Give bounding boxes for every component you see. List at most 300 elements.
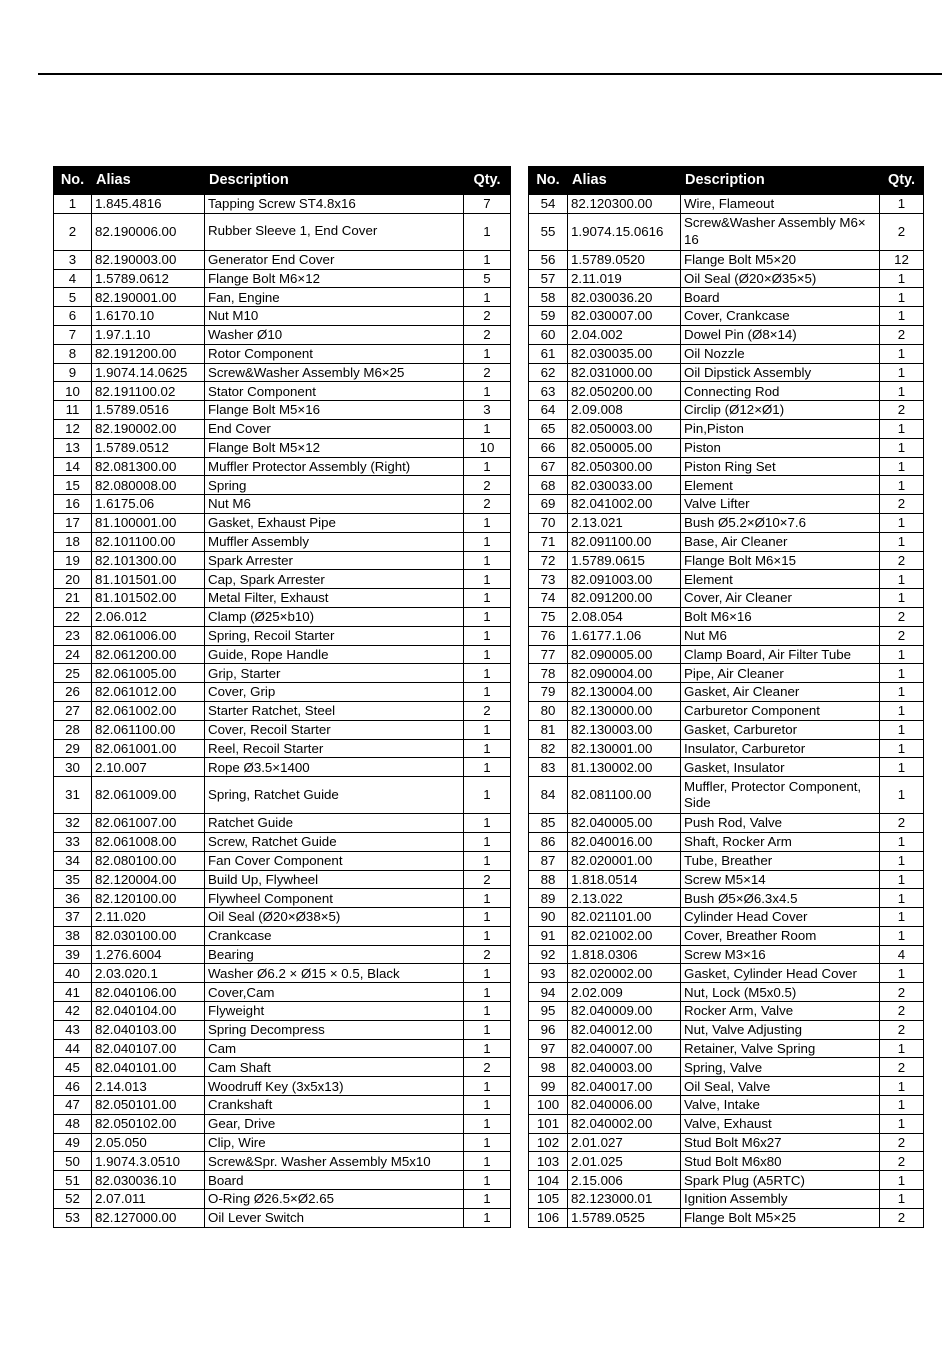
cell-alias: 1.5789.0520 — [568, 250, 681, 269]
cell-description: Guide, Rope Handle — [205, 645, 464, 664]
cell-description: O-Ring Ø26.5×Ø2.65 — [205, 1190, 464, 1209]
cell-description: Bolt M6×16 — [681, 607, 880, 626]
cell-no: 61 — [529, 344, 568, 363]
cell-qty: 1 — [464, 1133, 511, 1152]
cell-alias: 81.100001.00 — [92, 513, 205, 532]
table-row — [54, 1190, 511, 1209]
cell-description: Cap, Spark Arrester — [205, 570, 464, 589]
cell-alias: 2.02.009 — [568, 983, 681, 1002]
table-row — [529, 926, 924, 945]
cell-qty: 1 — [880, 1096, 924, 1115]
cell-description: Muffler Protector Assembly (Right) — [205, 457, 464, 476]
cell-alias: 82.061200.00 — [92, 645, 205, 664]
cell-alias: 82.061012.00 — [92, 683, 205, 702]
cell-no: 7 — [54, 325, 92, 344]
cell-alias: 82.031000.00 — [568, 363, 681, 382]
cell-description: Spring Decompress — [205, 1020, 464, 1039]
table-row — [54, 645, 511, 664]
cell-description: Flange Bolt M6×12 — [205, 269, 464, 288]
table-row — [529, 532, 924, 551]
cell-description: Gasket, Exhaust Pipe — [205, 513, 464, 532]
cell-alias: 82.120100.00 — [92, 889, 205, 908]
cell-alias: 82.021002.00 — [568, 926, 681, 945]
cell-qty: 2 — [880, 814, 924, 833]
table-row — [529, 758, 924, 777]
cell-no: 54 — [529, 195, 568, 214]
cell-no: 88 — [529, 870, 568, 889]
cell-description: Flyweight — [205, 1002, 464, 1021]
cell-no: 89 — [529, 889, 568, 908]
cell-alias: 82.040017.00 — [568, 1077, 681, 1096]
cell-qty: 1 — [464, 832, 511, 851]
table-row — [529, 645, 924, 664]
cell-alias: 82.020001.00 — [568, 851, 681, 870]
table-row — [54, 344, 511, 363]
cell-qty: 1 — [464, 645, 511, 664]
cell-no: 101 — [529, 1114, 568, 1133]
cell-alias: 2.08.054 — [568, 607, 681, 626]
cell-alias: 1.5789.0525 — [568, 1208, 681, 1227]
table-row — [529, 683, 924, 702]
table-row — [54, 983, 511, 1002]
table-row — [54, 513, 511, 532]
cell-no: 25 — [54, 664, 92, 683]
cell-no: 20 — [54, 570, 92, 589]
cell-qty: 1 — [880, 288, 924, 307]
table-row — [529, 307, 924, 326]
table-row — [54, 832, 511, 851]
cell-no: 49 — [54, 1133, 92, 1152]
table-row — [529, 739, 924, 758]
cell-no: 2 — [54, 213, 92, 250]
table-row — [54, 814, 511, 833]
table-row — [529, 419, 924, 438]
cell-description: Board — [205, 1171, 464, 1190]
cell-alias: 82.190003.00 — [92, 250, 205, 269]
table-row — [54, 532, 511, 551]
table-row — [54, 1171, 511, 1190]
cell-alias: 1.6170.10 — [92, 307, 205, 326]
parts-table-right — [528, 166, 924, 1228]
cell-alias: 1.5789.0516 — [92, 401, 205, 420]
cell-qty: 1 — [464, 457, 511, 476]
cell-description: Flange Bolt M5×20 — [681, 250, 880, 269]
cell-description: Spark Plug (A5RTC) — [681, 1171, 880, 1190]
cell-qty: 12 — [880, 250, 924, 269]
table-row — [529, 476, 924, 495]
table-row — [529, 1039, 924, 1058]
table-row — [529, 589, 924, 608]
cell-description: Oil Seal (Ø20×Ø35×5) — [681, 269, 880, 288]
cell-alias: 82.020002.00 — [568, 964, 681, 983]
cell-no: 102 — [529, 1133, 568, 1152]
cell-alias: 82.040003.00 — [568, 1058, 681, 1077]
cell-alias: 82.130003.00 — [568, 720, 681, 739]
cell-description: Spark Arrester — [205, 551, 464, 570]
cell-qty: 1 — [880, 664, 924, 683]
cell-description: Dowel Pin (Ø8×14) — [681, 325, 880, 344]
table-row — [529, 401, 924, 420]
cell-qty: 1 — [880, 832, 924, 851]
cell-description: Bearing — [205, 945, 464, 964]
cell-qty: 2 — [464, 307, 511, 326]
cell-alias: 82.040005.00 — [568, 814, 681, 833]
cell-qty: 2 — [464, 945, 511, 964]
cell-qty: 1 — [880, 532, 924, 551]
cell-qty: 1 — [464, 607, 511, 626]
cell-qty: 1 — [464, 288, 511, 307]
cell-no: 3 — [54, 250, 92, 269]
cell-no: 50 — [54, 1152, 92, 1171]
table-row — [529, 513, 924, 532]
cell-no: 46 — [54, 1077, 92, 1096]
cell-alias: 82.123000.01 — [568, 1190, 681, 1209]
cell-description: Clamp (Ø25×b10) — [205, 607, 464, 626]
table-row — [54, 1152, 511, 1171]
table-row — [54, 607, 511, 626]
table-row — [54, 589, 511, 608]
cell-qty: 1 — [464, 908, 511, 927]
cell-no: 34 — [54, 851, 92, 870]
cell-description: Clamp Board, Air Filter Tube — [681, 645, 880, 664]
cell-alias: 2.14.013 — [92, 1077, 205, 1096]
cell-qty: 1 — [880, 908, 924, 927]
cell-no: 91 — [529, 926, 568, 945]
cell-alias: 1.9074.14.0625 — [92, 363, 205, 382]
cell-alias: 82.040106.00 — [92, 983, 205, 1002]
cell-description: Cover, Breather Room — [681, 926, 880, 945]
cell-alias: 2.03.020.1 — [92, 964, 205, 983]
cell-alias: 82.030035.00 — [568, 344, 681, 363]
cell-no: 77 — [529, 645, 568, 664]
cell-qty: 1 — [880, 701, 924, 720]
cell-description: Fan, Engine — [205, 288, 464, 307]
cell-no: 81 — [529, 720, 568, 739]
cell-description: Washer Ø10 — [205, 325, 464, 344]
table-row — [54, 1133, 511, 1152]
cell-alias: 82.021101.00 — [568, 908, 681, 927]
cell-no: 4 — [54, 269, 92, 288]
cell-no: 8 — [54, 344, 92, 363]
cell-qty: 1 — [464, 1020, 511, 1039]
cell-alias: 82.081300.00 — [92, 457, 205, 476]
cell-description: Push Rod, Valve — [681, 814, 880, 833]
cell-no: 87 — [529, 851, 568, 870]
table-row — [529, 325, 924, 344]
table-row — [529, 1077, 924, 1096]
table-row — [54, 382, 511, 401]
cell-qty: 1 — [464, 777, 511, 814]
cell-alias: 2.15.006 — [568, 1171, 681, 1190]
cell-alias: 82.101100.00 — [92, 532, 205, 551]
cell-no: 85 — [529, 814, 568, 833]
cell-alias: 82.050300.00 — [568, 457, 681, 476]
table-row — [54, 739, 511, 758]
cell-description: Stud Bolt M6x27 — [681, 1133, 880, 1152]
cell-qty: 1 — [880, 1114, 924, 1133]
cell-qty: 1 — [464, 570, 511, 589]
table-row — [54, 889, 511, 908]
cell-alias: 2.05.050 — [92, 1133, 205, 1152]
cell-description: Crankcase — [205, 926, 464, 945]
cell-qty: 1 — [464, 1190, 511, 1209]
cell-qty: 1 — [464, 250, 511, 269]
cell-no: 74 — [529, 589, 568, 608]
cell-description: Gasket, Air Cleaner — [681, 683, 880, 702]
table-row — [54, 851, 511, 870]
cell-alias: 1.9074.3.0510 — [92, 1152, 205, 1171]
cell-qty: 1 — [464, 851, 511, 870]
table-row — [54, 363, 511, 382]
table-row — [529, 1171, 924, 1190]
cell-no: 9 — [54, 363, 92, 382]
cell-no: 13 — [54, 438, 92, 457]
cell-qty: 1 — [464, 513, 511, 532]
cell-description: Tube, Breather — [681, 851, 880, 870]
cell-description: Build Up, Flywheel — [205, 870, 464, 889]
cell-description: Nut M6 — [205, 495, 464, 514]
cell-alias: 82.061001.00 — [92, 739, 205, 758]
table-row — [54, 457, 511, 476]
table-row — [54, 213, 511, 250]
cell-description: Rope Ø3.5×1400 — [205, 758, 464, 777]
cell-alias: 1.6175.06 — [92, 495, 205, 514]
cell-description: Spring, Recoil Starter — [205, 626, 464, 645]
cell-description: Muffler, Protector Component, Side — [681, 777, 880, 814]
cell-description: Pin,Piston — [681, 419, 880, 438]
parts-table-left — [53, 166, 511, 1228]
cell-qty: 1 — [880, 457, 924, 476]
cell-description: Ratchet Guide — [205, 814, 464, 833]
cell-description: Flange Bolt M5×16 — [205, 401, 464, 420]
cell-no: 62 — [529, 363, 568, 382]
table-row — [54, 570, 511, 589]
table-row — [529, 269, 924, 288]
cell-alias: 1.5789.0512 — [92, 438, 205, 457]
cell-alias: 1.97.1.10 — [92, 325, 205, 344]
cell-qty: 1 — [880, 1039, 924, 1058]
cell-alias: 82.080100.00 — [92, 851, 205, 870]
cell-qty: 5 — [464, 269, 511, 288]
cell-description: Bush Ø5×Ø6.3x4.5 — [681, 889, 880, 908]
cell-alias: 1.845.4816 — [92, 195, 205, 214]
table-row — [529, 363, 924, 382]
table-row — [54, 288, 511, 307]
cell-alias: 2.04.002 — [568, 325, 681, 344]
cell-no: 70 — [529, 513, 568, 532]
cell-description: Gasket, Carburetor — [681, 720, 880, 739]
cell-description: Oil Seal (Ø20×Ø38×5) — [205, 908, 464, 927]
cell-qty: 1 — [880, 720, 924, 739]
cell-no: 63 — [529, 382, 568, 401]
cell-qty: 2 — [880, 1058, 924, 1077]
table-row — [54, 1058, 511, 1077]
cell-qty: 1 — [464, 626, 511, 645]
cell-alias: 82.120300.00 — [568, 195, 681, 214]
cell-no: 28 — [54, 720, 92, 739]
cell-description: Screw M5×14 — [681, 870, 880, 889]
cell-no: 98 — [529, 1058, 568, 1077]
cell-alias: 82.040103.00 — [92, 1020, 205, 1039]
cell-alias: 82.040002.00 — [568, 1114, 681, 1133]
table-row — [529, 250, 924, 269]
table-row — [54, 307, 511, 326]
cell-no: 51 — [54, 1171, 92, 1190]
cell-alias: 82.190001.00 — [92, 288, 205, 307]
cell-alias: 1.818.0306 — [568, 945, 681, 964]
cell-alias: 1.6177.1.06 — [568, 626, 681, 645]
table-row — [529, 382, 924, 401]
cell-qty: 1 — [880, 476, 924, 495]
cell-qty: 1 — [880, 513, 924, 532]
cell-no: 31 — [54, 777, 92, 814]
table-row — [529, 1152, 924, 1171]
cell-qty: 1 — [464, 213, 511, 250]
cell-qty: 1 — [464, 532, 511, 551]
table-row — [54, 720, 511, 739]
cell-qty: 2 — [880, 551, 924, 570]
cell-no: 92 — [529, 945, 568, 964]
cell-qty: 1 — [464, 664, 511, 683]
table-row — [529, 908, 924, 927]
cell-no: 94 — [529, 983, 568, 1002]
cell-qty: 1 — [464, 1096, 511, 1115]
table-row — [529, 288, 924, 307]
cell-alias: 82.130004.00 — [568, 683, 681, 702]
cell-qty: 2 — [464, 325, 511, 344]
cell-alias: 82.040101.00 — [92, 1058, 205, 1077]
cell-qty: 1 — [880, 570, 924, 589]
cell-alias: 82.120004.00 — [92, 870, 205, 889]
cell-alias: 82.040009.00 — [568, 1002, 681, 1021]
cell-qty: 2 — [880, 983, 924, 1002]
cell-alias: 82.030036.10 — [92, 1171, 205, 1190]
cell-no: 105 — [529, 1190, 568, 1209]
cell-alias: 1.276.6004 — [92, 945, 205, 964]
cell-qty: 1 — [880, 195, 924, 214]
cell-no: 79 — [529, 683, 568, 702]
cell-description: Cam Shaft — [205, 1058, 464, 1077]
cell-description: Board — [681, 288, 880, 307]
cell-qty: 1 — [880, 777, 924, 814]
header-alias: Alias — [92, 167, 205, 195]
cell-alias: 82.090005.00 — [568, 645, 681, 664]
table-row — [529, 701, 924, 720]
cell-description: Generator End Cover — [205, 250, 464, 269]
cell-no: 41 — [54, 983, 92, 1002]
cell-no: 100 — [529, 1096, 568, 1115]
cell-no: 90 — [529, 908, 568, 927]
cell-qty: 1 — [880, 683, 924, 702]
cell-no: 27 — [54, 701, 92, 720]
table-row — [529, 1208, 924, 1227]
cell-description: Rotor Component — [205, 344, 464, 363]
cell-no: 68 — [529, 476, 568, 495]
cell-alias: 82.050003.00 — [568, 419, 681, 438]
cell-description: Wire, Flameout — [681, 195, 880, 214]
cell-description: Spring, Ratchet Guide — [205, 777, 464, 814]
cell-no: 1 — [54, 195, 92, 214]
cell-qty: 2 — [464, 1058, 511, 1077]
cell-no: 47 — [54, 1096, 92, 1115]
cell-no: 66 — [529, 438, 568, 457]
cell-alias: 82.061006.00 — [92, 626, 205, 645]
header-alias: Alias — [568, 167, 681, 195]
cell-no: 10 — [54, 382, 92, 401]
cell-description: Oil Dipstick Assembly — [681, 363, 880, 382]
cell-alias: 81.101502.00 — [92, 589, 205, 608]
cell-no: 42 — [54, 1002, 92, 1021]
cell-qty: 1 — [880, 964, 924, 983]
cell-no: 14 — [54, 457, 92, 476]
cell-description: Screw, Ratchet Guide — [205, 832, 464, 851]
cell-qty: 1 — [464, 926, 511, 945]
cell-description: Screw&Washer Assembly M6×25 — [205, 363, 464, 382]
cell-description: Spring, Valve — [681, 1058, 880, 1077]
cell-description: Woodruff Key (3x5x13) — [205, 1077, 464, 1096]
cell-no: 73 — [529, 570, 568, 589]
table-row — [54, 683, 511, 702]
cell-qty: 1 — [880, 419, 924, 438]
cell-no: 5 — [54, 288, 92, 307]
cell-description: Cover,Cam — [205, 983, 464, 1002]
table-header-row — [529, 167, 924, 195]
cell-alias: 82.061008.00 — [92, 832, 205, 851]
cell-alias: 82.050200.00 — [568, 382, 681, 401]
table-row — [529, 626, 924, 645]
cell-alias: 82.050101.00 — [92, 1096, 205, 1115]
cell-no: 53 — [54, 1208, 92, 1227]
table-row — [529, 870, 924, 889]
cell-qty: 1 — [880, 851, 924, 870]
cell-description: Fan Cover Component — [205, 851, 464, 870]
cell-description: Tapping Screw ST4.8x16 — [205, 195, 464, 214]
table-row — [54, 476, 511, 495]
table-row — [54, 195, 511, 214]
cell-description: Starter Ratchet, Steel — [205, 701, 464, 720]
cell-description: Shaft, Rocker Arm — [681, 832, 880, 851]
cell-alias: 82.040006.00 — [568, 1096, 681, 1115]
cell-no: 17 — [54, 513, 92, 532]
cell-no: 75 — [529, 607, 568, 626]
cell-qty: 1 — [880, 645, 924, 664]
table-row — [54, 1114, 511, 1133]
table-row — [529, 983, 924, 1002]
cell-description: Stud Bolt M6x80 — [681, 1152, 880, 1171]
cell-description: Cylinder Head Cover — [681, 908, 880, 927]
cell-qty: 1 — [464, 720, 511, 739]
cell-alias: 82.040104.00 — [92, 1002, 205, 1021]
table-row — [54, 1208, 511, 1227]
cell-description: Metal Filter, Exhaust — [205, 589, 464, 608]
cell-qty: 1 — [464, 382, 511, 401]
cell-alias: 82.050005.00 — [568, 438, 681, 457]
table-row — [54, 1002, 511, 1021]
cell-qty: 1 — [880, 739, 924, 758]
cell-qty: 2 — [880, 1133, 924, 1152]
cell-no: 95 — [529, 1002, 568, 1021]
cell-description: Valve, Intake — [681, 1096, 880, 1115]
table-row — [529, 344, 924, 363]
cell-alias: 82.061009.00 — [92, 777, 205, 814]
cell-qty: 1 — [880, 1077, 924, 1096]
table-row — [54, 325, 511, 344]
cell-alias: 82.061100.00 — [92, 720, 205, 739]
cell-no: 26 — [54, 683, 92, 702]
cell-description: End Cover — [205, 419, 464, 438]
cell-alias: 82.040016.00 — [568, 832, 681, 851]
cell-qty: 4 — [880, 945, 924, 964]
